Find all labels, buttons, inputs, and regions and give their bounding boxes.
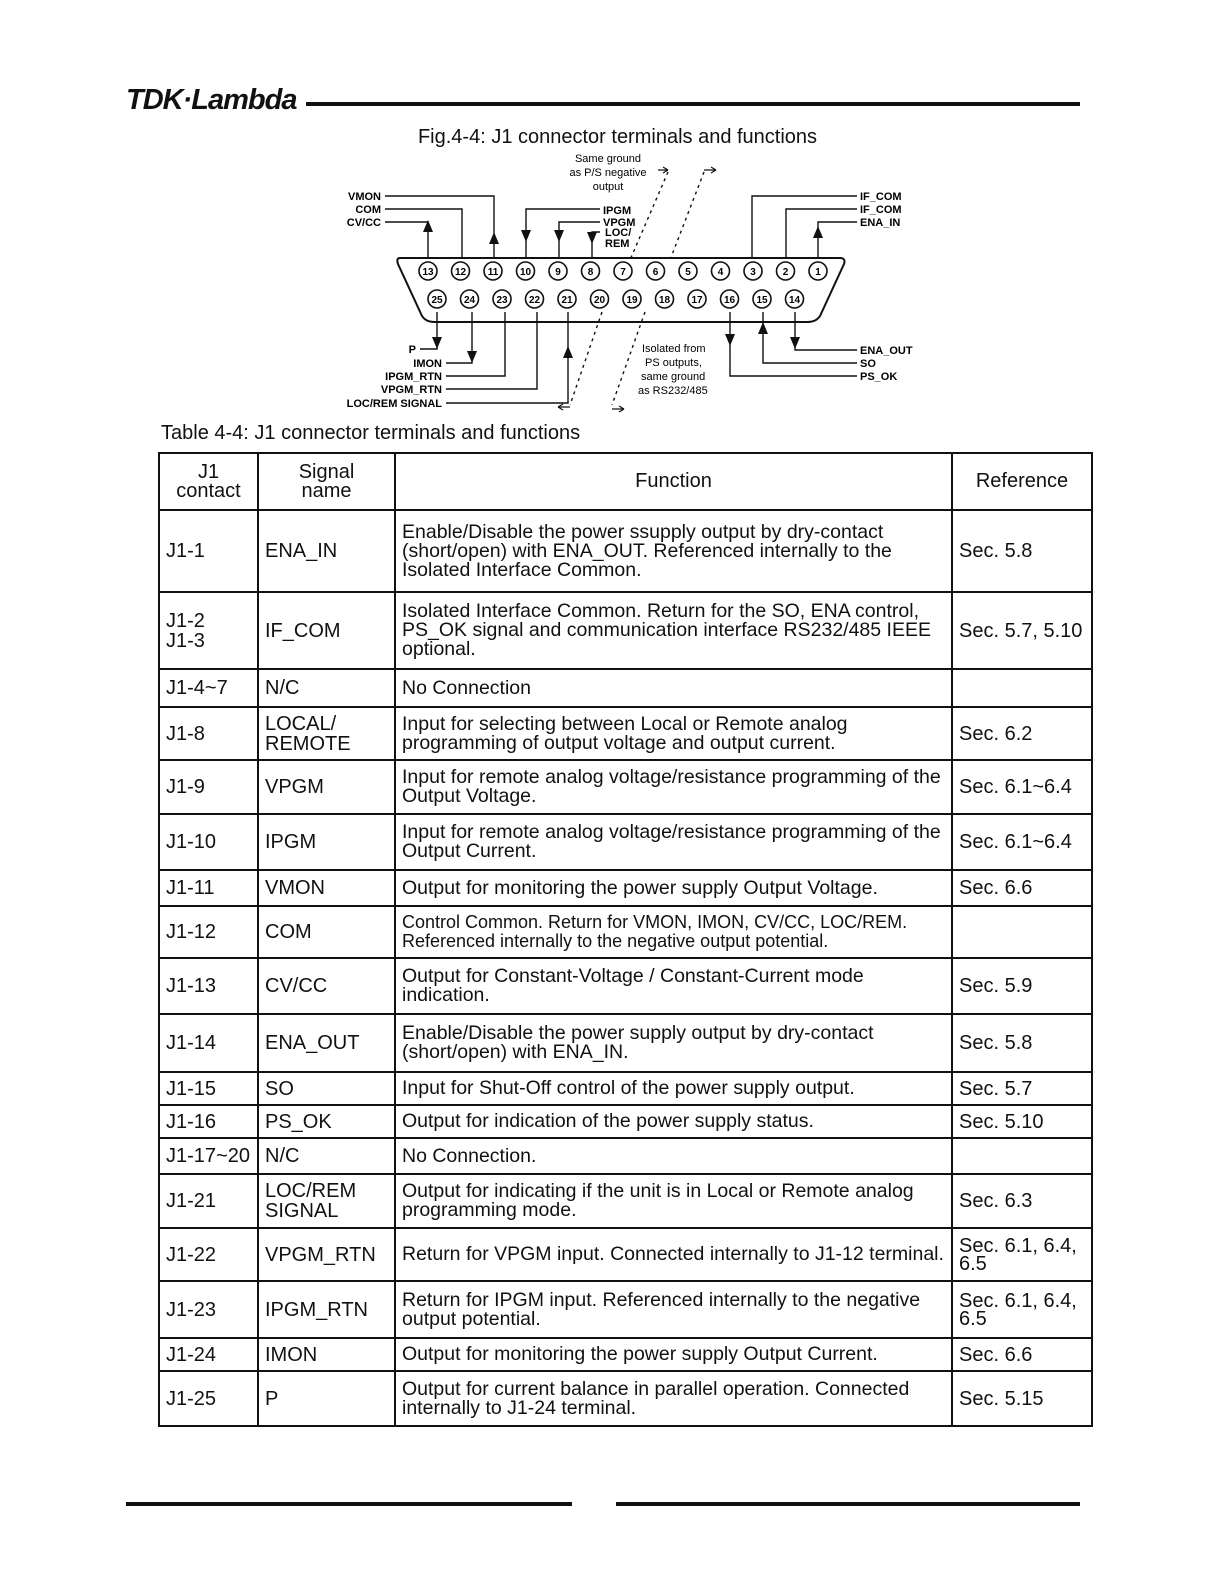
pin-22: 22: [528, 295, 541, 306]
cell-contact: J1-24: [159, 1338, 258, 1371]
cell-reference: Sec. 5.7: [952, 1072, 1092, 1105]
cell-contact: J1-8: [159, 707, 258, 760]
pin-11: 11: [487, 267, 499, 278]
label-imon: IMON: [413, 358, 442, 370]
cell-function: Output for monitoring the power supply Output Voltage.: [395, 870, 952, 906]
cell-signal-name: ENA_OUT: [258, 1014, 395, 1072]
cell-function: No Connection.: [395, 1138, 952, 1174]
cell-contact: J1-25: [159, 1371, 258, 1426]
top-note-line-2: as P/S negative: [569, 167, 647, 179]
cell-function: Output for monitoring the power supply Output Current.: [395, 1338, 952, 1371]
pin-20: 20: [593, 295, 606, 306]
pin-9: 9: [555, 267, 561, 278]
label-loc-rem-signal: LOC/REM SIGNAL: [346, 398, 442, 410]
cell-signal-name: VPGM_RTN: [258, 1228, 395, 1281]
label-vmon: VMON: [348, 191, 381, 203]
pin-3: 3: [750, 267, 756, 278]
table-row: [159, 958, 1092, 1014]
cell-function: Return for IPGM input. Referenced internally to the negative output potential.: [395, 1281, 952, 1338]
table-title: Table 4-4: J1 connector terminals and functions: [161, 422, 581, 444]
table-row: [159, 1072, 1092, 1105]
connector-diagram: [330, 150, 930, 420]
cell-signal-name: N/C: [258, 1138, 395, 1174]
label-vpgm-rtn: VPGM_RTN: [380, 384, 442, 396]
label-ipgm-rtn: IPGM_RTN: [385, 371, 442, 383]
cell-signal-name: IPGM_RTN: [258, 1281, 395, 1338]
pin-18: 18: [658, 295, 671, 306]
cell-reference: [952, 669, 1092, 707]
cell-contact: J1-23: [159, 1281, 258, 1338]
cell-reference: Sec. 5.10: [952, 1105, 1092, 1138]
pin-2: 2: [782, 267, 789, 278]
cell-function: Input for selecting between Local or Remote analog programming of output voltage and output current.: [395, 707, 952, 760]
table-row: [159, 1228, 1092, 1281]
table-row: [159, 814, 1092, 870]
label-ipgm: IPGM: [603, 205, 632, 217]
label-loc: LOC/: [605, 227, 632, 239]
cell-reference: Sec. 5.15: [952, 1371, 1092, 1426]
cell-signal-name: N/C: [258, 669, 395, 707]
table-row: [159, 760, 1092, 814]
pin-24: 24: [463, 295, 476, 306]
cell-signal-name: IF_COM: [258, 592, 395, 669]
pin-8: 8: [587, 267, 594, 278]
cell-function: Output for current balance in parallel operation. Connected internally to J1-24 terminal.: [395, 1371, 952, 1426]
pin-19: 19: [626, 295, 638, 306]
cell-contact: J1-21: [159, 1174, 258, 1228]
cell-signal-name: LOCAL/ REMOTE: [258, 707, 395, 760]
cell-contact: J1-12: [159, 906, 258, 958]
pin-25: 25: [431, 295, 443, 306]
pin-14: 14: [788, 295, 801, 306]
label-ena-out: ENA_OUT: [860, 345, 913, 357]
cell-signal-name: ENA_IN: [258, 510, 395, 592]
pin-13: 13: [422, 267, 434, 278]
cell-contact: J1-17~20: [159, 1138, 258, 1174]
cell-signal-name: VPGM: [258, 760, 395, 814]
pin-5: 5: [685, 267, 691, 278]
cell-signal-name: IPGM: [258, 814, 395, 870]
label-if-com-2: IF_COM: [860, 204, 902, 216]
label-com: COM: [355, 204, 381, 216]
table-row: [159, 1138, 1092, 1174]
cell-reference: Sec. 6.1~6.4: [952, 814, 1092, 870]
cell-reference: Sec. 6.1, 6.4, 6.5: [952, 1281, 1092, 1338]
cell-signal-name: PS_OK: [258, 1105, 395, 1138]
table-row: [159, 1371, 1092, 1426]
table-row: [159, 592, 1092, 669]
pin-21: 21: [561, 295, 573, 306]
cell-function: Enable/Disable the power supply output by dry-contact (short/open) with ENA_IN.: [395, 1014, 952, 1072]
pin-6: 6: [652, 267, 659, 278]
cell-signal-name: P: [258, 1371, 395, 1426]
label-vpgm: VPGM: [603, 217, 636, 229]
cell-contact: J1-10: [159, 814, 258, 870]
cell-reference: [952, 1138, 1092, 1174]
table-row: [159, 1281, 1092, 1338]
table-row: [159, 870, 1092, 906]
cell-contact: J1-14: [159, 1014, 258, 1072]
cell-contact: J1-1: [159, 510, 258, 592]
table-header-row: [159, 453, 1092, 510]
cell-reference: Sec. 6.2: [952, 707, 1092, 760]
cell-function: Input for remote analog voltage/resistance programming of the Output Current.: [395, 814, 952, 870]
pin-15: 15: [756, 295, 768, 306]
cell-reference: Sec. 6.1, 6.4, 6.5: [952, 1228, 1092, 1281]
figure-title: Fig.4-4: J1 connector terminals and functions: [417, 126, 818, 148]
table-row: [159, 669, 1092, 707]
cell-reference: Sec. 6.6: [952, 1338, 1092, 1371]
pin-17: 17: [691, 295, 703, 306]
cell-contact: J1-22: [159, 1228, 258, 1281]
cell-function: Output for indicating if the unit is in Local or Remote analog programming mode.: [395, 1174, 952, 1228]
label-ps-ok: PS_OK: [860, 371, 898, 383]
cell-signal-name: SO: [258, 1072, 395, 1105]
label-p: P: [408, 344, 416, 356]
bottom-note-line-1: Isolated from: [642, 343, 706, 355]
label-so: SO: [860, 358, 876, 370]
cell-reference: Sec. 5.9: [952, 958, 1092, 1014]
top-note-line-1: Same ground: [574, 153, 642, 165]
bottom-note-line-3: same ground: [641, 371, 706, 383]
top-note-line-3: output: [592, 181, 624, 193]
cell-function: Control Common. Return for VMON, IMON, CV/CC, LOC/REM. Referenced internally to the negative output potential.: [395, 906, 952, 958]
cell-contact: J1-11: [159, 870, 258, 906]
j1-terminal-table: [158, 452, 1093, 1427]
table-row: [159, 906, 1092, 958]
label-ena-in: ENA_IN: [860, 217, 901, 229]
cell-reference: Sec. 5.8: [952, 510, 1092, 592]
cell-signal-name: IMON: [258, 1338, 395, 1371]
cell-signal-name: COM: [258, 906, 395, 958]
cell-contact: J1-13: [159, 958, 258, 1014]
cell-contact: J1-15: [159, 1072, 258, 1105]
cell-reference: Sec. 6.1~6.4: [952, 760, 1092, 814]
label-cvcc: CV/CC: [346, 217, 381, 229]
cell-signal-name: CV/CC: [258, 958, 395, 1014]
cell-reference: Sec. 5.7, 5.10: [952, 592, 1092, 669]
table-row: [159, 707, 1092, 760]
label-rem: REM: [605, 238, 630, 250]
header-reference: Reference: [952, 453, 1092, 510]
footer-rule-left: [126, 1502, 572, 1506]
header-function: Function: [395, 453, 952, 510]
table-row: [159, 1105, 1092, 1138]
table-row: [159, 510, 1092, 592]
cell-contact: J1-9: [159, 760, 258, 814]
cell-reference: Sec. 6.3: [952, 1174, 1092, 1228]
table-row: [159, 1174, 1092, 1228]
cell-contact: J1-4~7: [159, 669, 258, 707]
cell-function: Output for Constant-Voltage / Constant-Current mode indication.: [395, 958, 952, 1014]
table-row: [159, 1338, 1092, 1371]
cell-function: Input for Shut-Off control of the power supply output.: [395, 1072, 952, 1105]
pin-1: 1: [815, 267, 821, 278]
cell-function: No Connection: [395, 669, 952, 707]
footer-rule-right: [616, 1502, 1080, 1506]
pin-16: 16: [723, 295, 736, 306]
cell-function: Output for indication of the power supply status.: [395, 1105, 952, 1138]
cell-function: Enable/Disable the power ssupply output by dry-contact (short/open) with ENA_OUT. Referenced internally to the Isolated Interface Common.: [395, 510, 952, 592]
bottom-note-line-2: PS outputs,: [645, 357, 702, 369]
cell-reference: Sec. 5.8: [952, 1014, 1092, 1072]
bottom-note-line-4: as RS232/485: [638, 385, 708, 397]
table-row: [159, 1014, 1092, 1072]
header-contact: J1 contact: [159, 453, 258, 510]
pin-23: 23: [496, 295, 508, 306]
cell-reference: Sec. 6.6: [952, 870, 1092, 906]
label-if-com-1: IF_COM: [860, 191, 902, 203]
cell-signal-name: VMON: [258, 870, 395, 906]
pin-7: 7: [620, 267, 626, 278]
cell-function: Isolated Interface Common. Return for the SO, ENA control, PS_OK signal and communication interface RS232/485 IEEE optional.: [395, 592, 952, 669]
cell-reference: [952, 906, 1092, 958]
pin-12: 12: [454, 267, 467, 278]
pin-4: 4: [717, 267, 724, 278]
header-signal-name: Signal name: [258, 453, 395, 510]
cell-signal-name: LOC/REM SIGNAL: [258, 1174, 395, 1228]
header-rule: [306, 102, 1080, 106]
cell-function: Return for VPGM input. Connected internally to J1-12 terminal.: [395, 1228, 952, 1281]
cell-contact: J1-2 J1-3: [159, 592, 258, 669]
cell-contact: J1-16: [159, 1105, 258, 1138]
brand-logo: TDK·Lambda: [126, 84, 297, 116]
cell-function: Input for remote analog voltage/resistance programming of the Output Voltage.: [395, 760, 952, 814]
pin-10: 10: [519, 267, 532, 278]
